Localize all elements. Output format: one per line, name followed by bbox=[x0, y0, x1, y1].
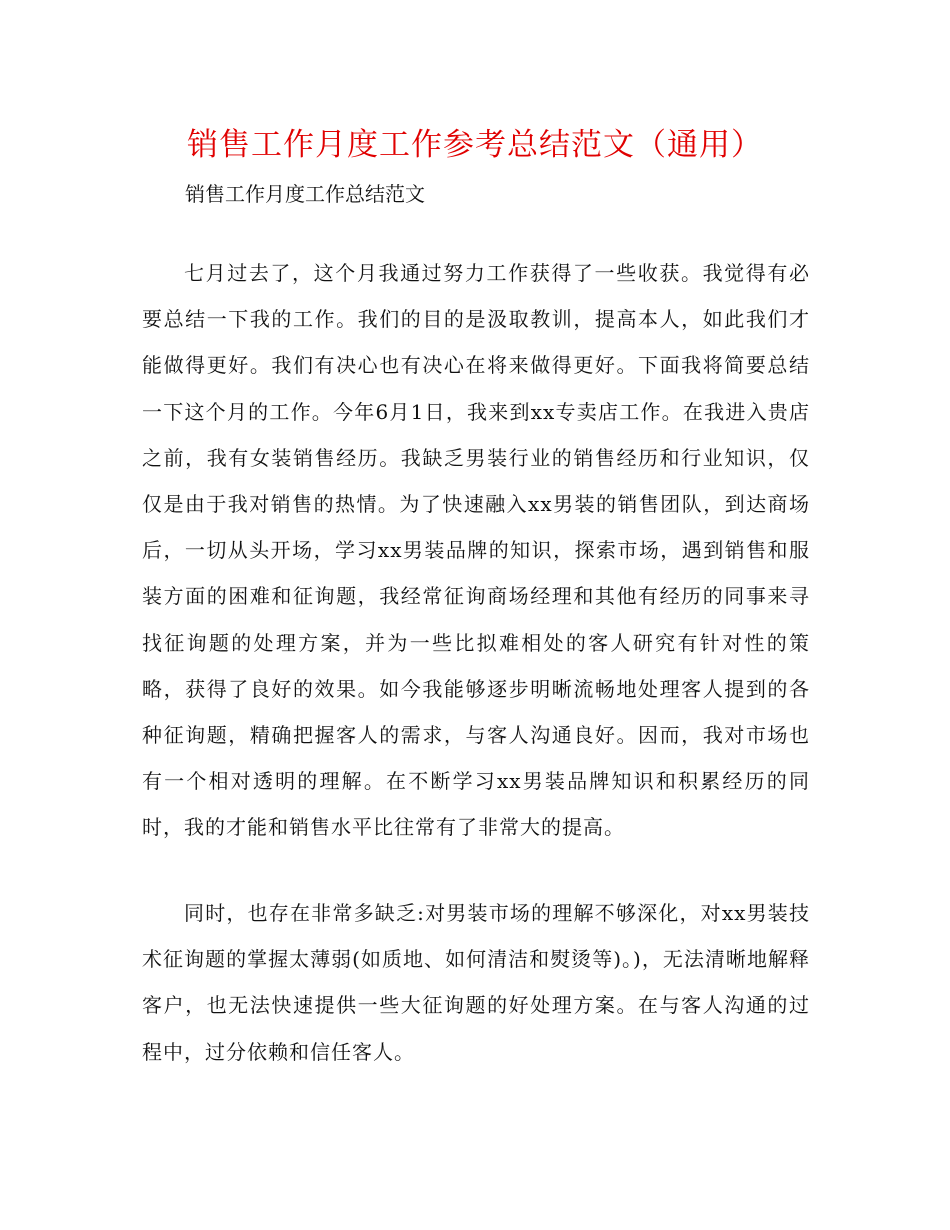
paragraph-2: 同时，也存在非常多缺乏:对男装市场的理解不够深化，对xx男装技术征询题的掌握太薄弱(如质地、如何清洁和熨烫等)。)，无法清晰地解释客户，也无法快速提供一些大征询题的好处理方案。在与客人沟通的过程中，过分依赖和信任客人。 bbox=[142, 901, 810, 1064]
paragraph-1: 七月过去了，这个月我通过努力工作获得了一些收获。我觉得有必要总结一下我的工作。我们的目的是汲取教训，提高本人，如此我们才能做得更好。我们有决心也有决心在将来做得更好。下面我将简要总结一下这个月的工作。今年6月1日，我来到xx专卖店工作。在我进入贵店之前，我有女装销售经历。我缺乏男装行业的销售经历和行业知识，仅仅是由于我对销售的热情。为了快速融入xx男装的销售团队，到达商场后，一切从头开场，学习xx男装品牌的知识，探索市场，遇到销售和服装方面的困难和征询题，我经常征询商场经理和其他有经历的同事来寻找征询题的处理方案，并为一些比拟难相处的客人研究有针对性的策略，获得了良好的效果。如今我能够逐步明晰流畅地处理客人提到的各种征询题，精确把握客人的需求，与客人沟通良好。因而，我对市场也有一个相对透明的理解。在不断学习xx男装品牌知识和积累经历的同时，我的才能和销售水平比往常有了非常大的提高。 bbox=[142, 261, 810, 840]
document-title: 销售工作月度工作参考总结范文（通用） bbox=[187, 127, 763, 163]
document-subtitle: 销售工作月度工作总结范文 bbox=[185, 182, 425, 206]
